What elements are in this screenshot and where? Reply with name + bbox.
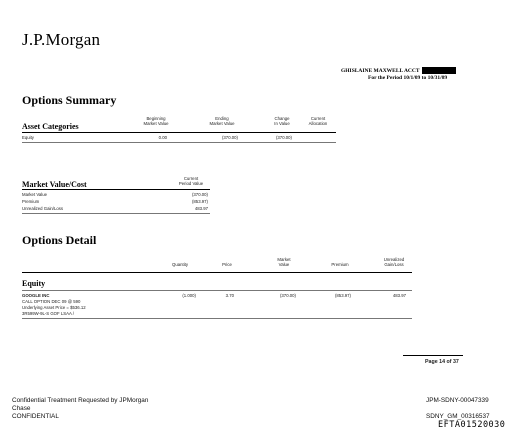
mvc-value-premium: (853.97) (191, 199, 208, 204)
mvc-value-unrealized: 483.97 (194, 206, 208, 211)
mvc-label-premium: Premium (22, 199, 40, 204)
mvc-label-market-value: Market Value (22, 192, 47, 197)
client-account-line (341, 67, 456, 74)
detail-header-rule (22, 272, 412, 273)
options-detail-title: Options Detail (22, 233, 97, 247)
page-rule (403, 355, 463, 356)
client-name-acct: GHISLAINE MAXWELL ACCT (341, 67, 420, 74)
summary-row-rule (22, 142, 336, 143)
mvc-bottom-rule (22, 213, 210, 214)
detail-item-line1: CALL OPTION DEC 09 @ 590 (22, 299, 81, 304)
summary-ending-value: (370.00) (221, 135, 238, 140)
options-summary-title: Options Summary (22, 93, 117, 107)
col-premium: Premium (331, 262, 349, 267)
efta-stamp: EFTA01520030 (438, 420, 506, 430)
col-beginning-market-value: Beginning Market Value (143, 116, 169, 126)
page-number: Page 14 of 37 (425, 359, 459, 365)
summary-beginning-value: 0.00 (158, 135, 167, 140)
mvc-value-market-value: (370.00) (191, 192, 208, 197)
footer-bates-sdny: SDNY_GM_00316537 (426, 413, 490, 420)
detail-market-value: (370.00) (279, 293, 296, 298)
col-price: Price (222, 262, 232, 267)
footer-bates-jpm: JPM-SDNY-00047339 (426, 397, 489, 404)
asset-categories-header: Asset Categories (22, 122, 79, 131)
mvc-label-unrealized: Unrealized Gain/Loss (22, 206, 64, 211)
detail-bottom-rule (22, 318, 412, 319)
market-value-cost-title: Market Value/Cost (22, 180, 87, 189)
col-market-value: Market Value (277, 257, 291, 267)
col-ending-market-value: Ending Market Value (209, 116, 235, 126)
summary-change-value: (370.00) (275, 135, 292, 140)
jpmorgan-logo: J.P.Morgan (22, 30, 101, 49)
summary-row-label: Equity (22, 135, 34, 140)
col-quantity: Quantity (171, 262, 188, 267)
detail-section-rule (22, 290, 412, 291)
col-current-allocation: Current Allocation (308, 116, 328, 126)
detail-item-line2: Underlying Asset Price = $536.12 (22, 305, 86, 310)
summary-header-rule (22, 132, 336, 133)
detail-premium: (853.97) (334, 293, 351, 298)
detail-item-line3: 3R599W-9L-S GOF LSAA / (22, 311, 74, 316)
detail-quantity: (1.000) (182, 293, 196, 298)
col-current-period-value: Current Period Value (178, 176, 204, 186)
detail-section-equity: Equity (22, 279, 46, 288)
footer-confidential-line2: Chase (12, 405, 31, 412)
detail-unrealized: 483.97 (392, 293, 406, 298)
col-change-in-value: Change In Value (274, 116, 290, 126)
footer-confidential-label: CONFIDENTIAL (12, 413, 59, 420)
footer-confidential-line1: Confidential Treatment Requested by JPMorgan (12, 397, 149, 404)
statement-period: For the Period 10/1/09 to 10/31/09 (368, 75, 448, 81)
detail-price: 3.70 (225, 293, 234, 298)
account-redaction (422, 67, 456, 74)
col-unrealized: Unrealized Gain/Loss (383, 257, 405, 267)
mvc-header-rule (22, 189, 210, 190)
detail-item-name: GOOGLE INC (22, 293, 50, 298)
